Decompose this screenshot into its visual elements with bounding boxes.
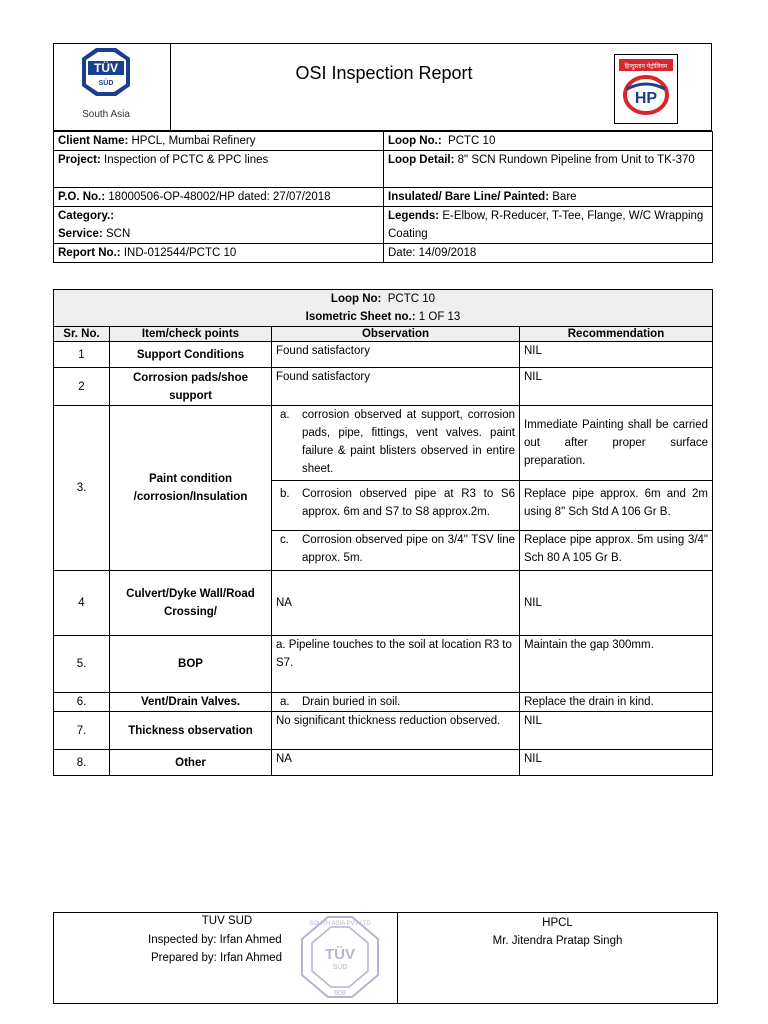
recommendation-cell: NIL	[520, 712, 713, 750]
observation-cell: No significant thickness reduction observed.	[272, 712, 520, 750]
tuv-stamp-icon	[300, 915, 380, 999]
tuv-logo-cell	[54, 44, 171, 130]
table-row	[54, 712, 713, 750]
loop-detail-label: Loop Detail:	[388, 154, 455, 166]
loop-value: PCTC 10	[448, 135, 496, 147]
table-row	[54, 342, 713, 368]
loop-detail-value: 8" SCN Rundown Pipeline from Unit to TK-370	[457, 154, 695, 166]
table-row	[54, 406, 713, 481]
project-label: Project:	[58, 154, 101, 166]
table-row	[54, 750, 713, 776]
inspection-table	[53, 289, 713, 776]
category-service-cell	[54, 207, 384, 244]
observation-cell	[272, 481, 520, 531]
sub-observation: Corrosion observed pipe on 3/4'' TSV line approx. 5m.	[302, 534, 515, 564]
tuv-logo-text: TÜV	[94, 61, 118, 75]
recommendation-cell: Replace the drain in kind.	[520, 693, 713, 712]
client-label: Client Name:	[58, 135, 129, 147]
sr-cell: 6.	[54, 693, 110, 712]
inspected-by: Inspected by: Irfan Ahmed	[148, 934, 282, 946]
hp-logo-hindi: हिन्दुस्तान पेट्रोलियम	[624, 63, 668, 70]
report-title: OSI Inspection Report	[295, 63, 473, 83]
sub-observation: corrosion observed at support, corrosion pads, pipe, fittings, vent valves. paint failure & paint blisters observed in entire sheet.	[302, 409, 515, 475]
observation-cell: NA	[272, 750, 520, 776]
stamp-ring-text: SOUTH ASIA PVT LTD	[309, 921, 371, 927]
sub-letter: a.	[280, 696, 290, 708]
recommendation-cell: NIL	[520, 342, 713, 368]
recommendation-cell: Replace pipe approx. 5m using 3/4" Sch 80 A 105 Gr B.	[520, 531, 713, 571]
signoff-right-name: Mr. Jitendra Pratap Singh	[492, 935, 623, 947]
observation-cell	[272, 406, 520, 481]
item-cell: Paint condition /corrosion/Insulation	[110, 406, 272, 571]
legends-label: Legends:	[388, 210, 440, 222]
insulated-label: Insulated/ Bare Line/ Painted:	[388, 191, 550, 203]
date-value: Date: 14/09/2018	[388, 247, 477, 259]
hp-logo-text: HP	[634, 90, 658, 107]
hp-logo-icon	[615, 55, 677, 123]
report-no-cell	[54, 244, 384, 263]
sub-observation: Drain buried in soil.	[302, 696, 401, 708]
loop-detail-cell	[384, 151, 713, 188]
report-header	[53, 43, 712, 131]
sheet-label: Isometric Sheet no.:	[305, 311, 416, 323]
sr-cell: 4	[54, 571, 110, 636]
sheet-value: 1 OF 13	[418, 311, 461, 323]
observation-cell: Found satisfactory	[272, 368, 520, 406]
insulated-value: Bare	[552, 191, 577, 203]
info-table	[53, 131, 713, 263]
table-row	[54, 693, 713, 712]
table-row	[54, 636, 713, 693]
loop-cell	[384, 132, 713, 151]
loop-sheet-header	[54, 290, 713, 327]
recommendation-cell: Maintain the gap 300mm.	[520, 636, 713, 693]
category-label: Category.:	[58, 210, 115, 222]
prepared-by: Prepared by: Irfan Ahmed	[151, 952, 283, 964]
observation-cell: Found satisfactory	[272, 342, 520, 368]
col-item: Item/check points	[110, 327, 272, 342]
info-row	[54, 188, 713, 207]
signoff-left	[54, 913, 398, 1003]
sr-cell: 8.	[54, 750, 110, 776]
column-header-row	[54, 327, 713, 342]
item-cell: Corrosion pads/shoe support	[110, 368, 272, 406]
hp-logo-cell	[614, 54, 678, 124]
sub-letter: a.	[280, 409, 290, 421]
recommendation-cell: NIL	[520, 750, 713, 776]
sub-letter: b.	[280, 488, 290, 500]
loop-line-label: Loop No:	[330, 293, 382, 305]
signoff-left-org: TUV SUD	[201, 915, 253, 927]
item-cell: Other	[110, 750, 272, 776]
col-sr: Sr. No.	[54, 327, 110, 342]
tuv-logo-region: South Asia	[82, 109, 130, 120]
loop-label: Loop No.:	[388, 135, 442, 147]
item-cell: BOP	[110, 636, 272, 693]
sr-cell: 1	[54, 342, 110, 368]
observation-cell	[272, 531, 520, 571]
table-row	[54, 571, 713, 636]
service-label: Service:	[58, 228, 103, 240]
sr-cell: 7.	[54, 712, 110, 750]
item-cell: Vent/Drain Valves.	[110, 693, 272, 712]
client-cell	[54, 132, 384, 151]
report-label: Report No.:	[58, 247, 121, 259]
tuv-logo-icon	[54, 44, 170, 130]
recommendation-cell: Immediate Painting shall be carried out after proper surface preparation.	[520, 406, 713, 481]
date-cell	[384, 244, 713, 263]
stamp-code: 608	[334, 990, 346, 997]
stamp-text: TÜV	[325, 946, 355, 963]
stamp-sub: SÜD	[332, 964, 348, 971]
table-row	[54, 368, 713, 406]
client-value: HPCL, Mumbai Refinery	[131, 135, 256, 147]
sr-cell: 2	[54, 368, 110, 406]
report-value: IND-012544/PCTC 10	[123, 247, 237, 259]
sub-letter: c.	[280, 534, 289, 546]
info-row	[54, 207, 713, 244]
po-cell	[54, 188, 384, 207]
sub-observation: Corrosion observed pipe at R3 to S6 approx. 6m and S7 to S8 approx.2m.	[302, 488, 515, 518]
item-cell: Culvert/Dyke Wall/Road Crossing/	[110, 571, 272, 636]
service-value: SCN	[105, 228, 131, 240]
loop-line-value: PCTC 10	[387, 293, 436, 305]
sr-cell: 5.	[54, 636, 110, 693]
signoff-box	[53, 912, 718, 1004]
po-label: P.O. No.:	[58, 191, 106, 203]
observation-cell: a. Pipeline touches to the soil at location R3 to S7.	[272, 636, 520, 693]
tuv-logo-sub: SÜD	[98, 80, 114, 87]
sr-cell: 3.	[54, 406, 110, 571]
recommendation-cell: Replace pipe approx. 6m and 2m using 8" Sch Std A 106 Gr B.	[520, 481, 713, 531]
item-cell: Support Conditions	[110, 342, 272, 368]
col-observation: Observation	[272, 327, 520, 342]
info-row	[54, 244, 713, 263]
recommendation-cell: NIL	[520, 571, 713, 636]
po-value: 18000506-OP-48002/HP dated: 27/07/2018	[108, 191, 331, 203]
signoff-right-org: HPCL	[542, 917, 573, 929]
info-row	[54, 132, 713, 151]
insulated-cell	[384, 188, 713, 207]
item-cell: Thickness observation	[110, 712, 272, 750]
legends-value: E-Elbow, R-Reducer, T-Tee, Flange, W/C Wrapping Coating	[388, 210, 704, 240]
project-cell	[54, 151, 384, 188]
project-value: Inspection of PCTC & PPC lines	[104, 154, 269, 166]
legends-cell	[384, 207, 713, 244]
info-row	[54, 151, 713, 188]
loop-sheet-cell	[54, 290, 713, 327]
recommendation-cell: NIL	[520, 368, 713, 406]
observation-cell: NA	[272, 571, 520, 636]
col-recommendation: Recommendation	[520, 327, 713, 342]
observation-cell	[272, 693, 520, 712]
